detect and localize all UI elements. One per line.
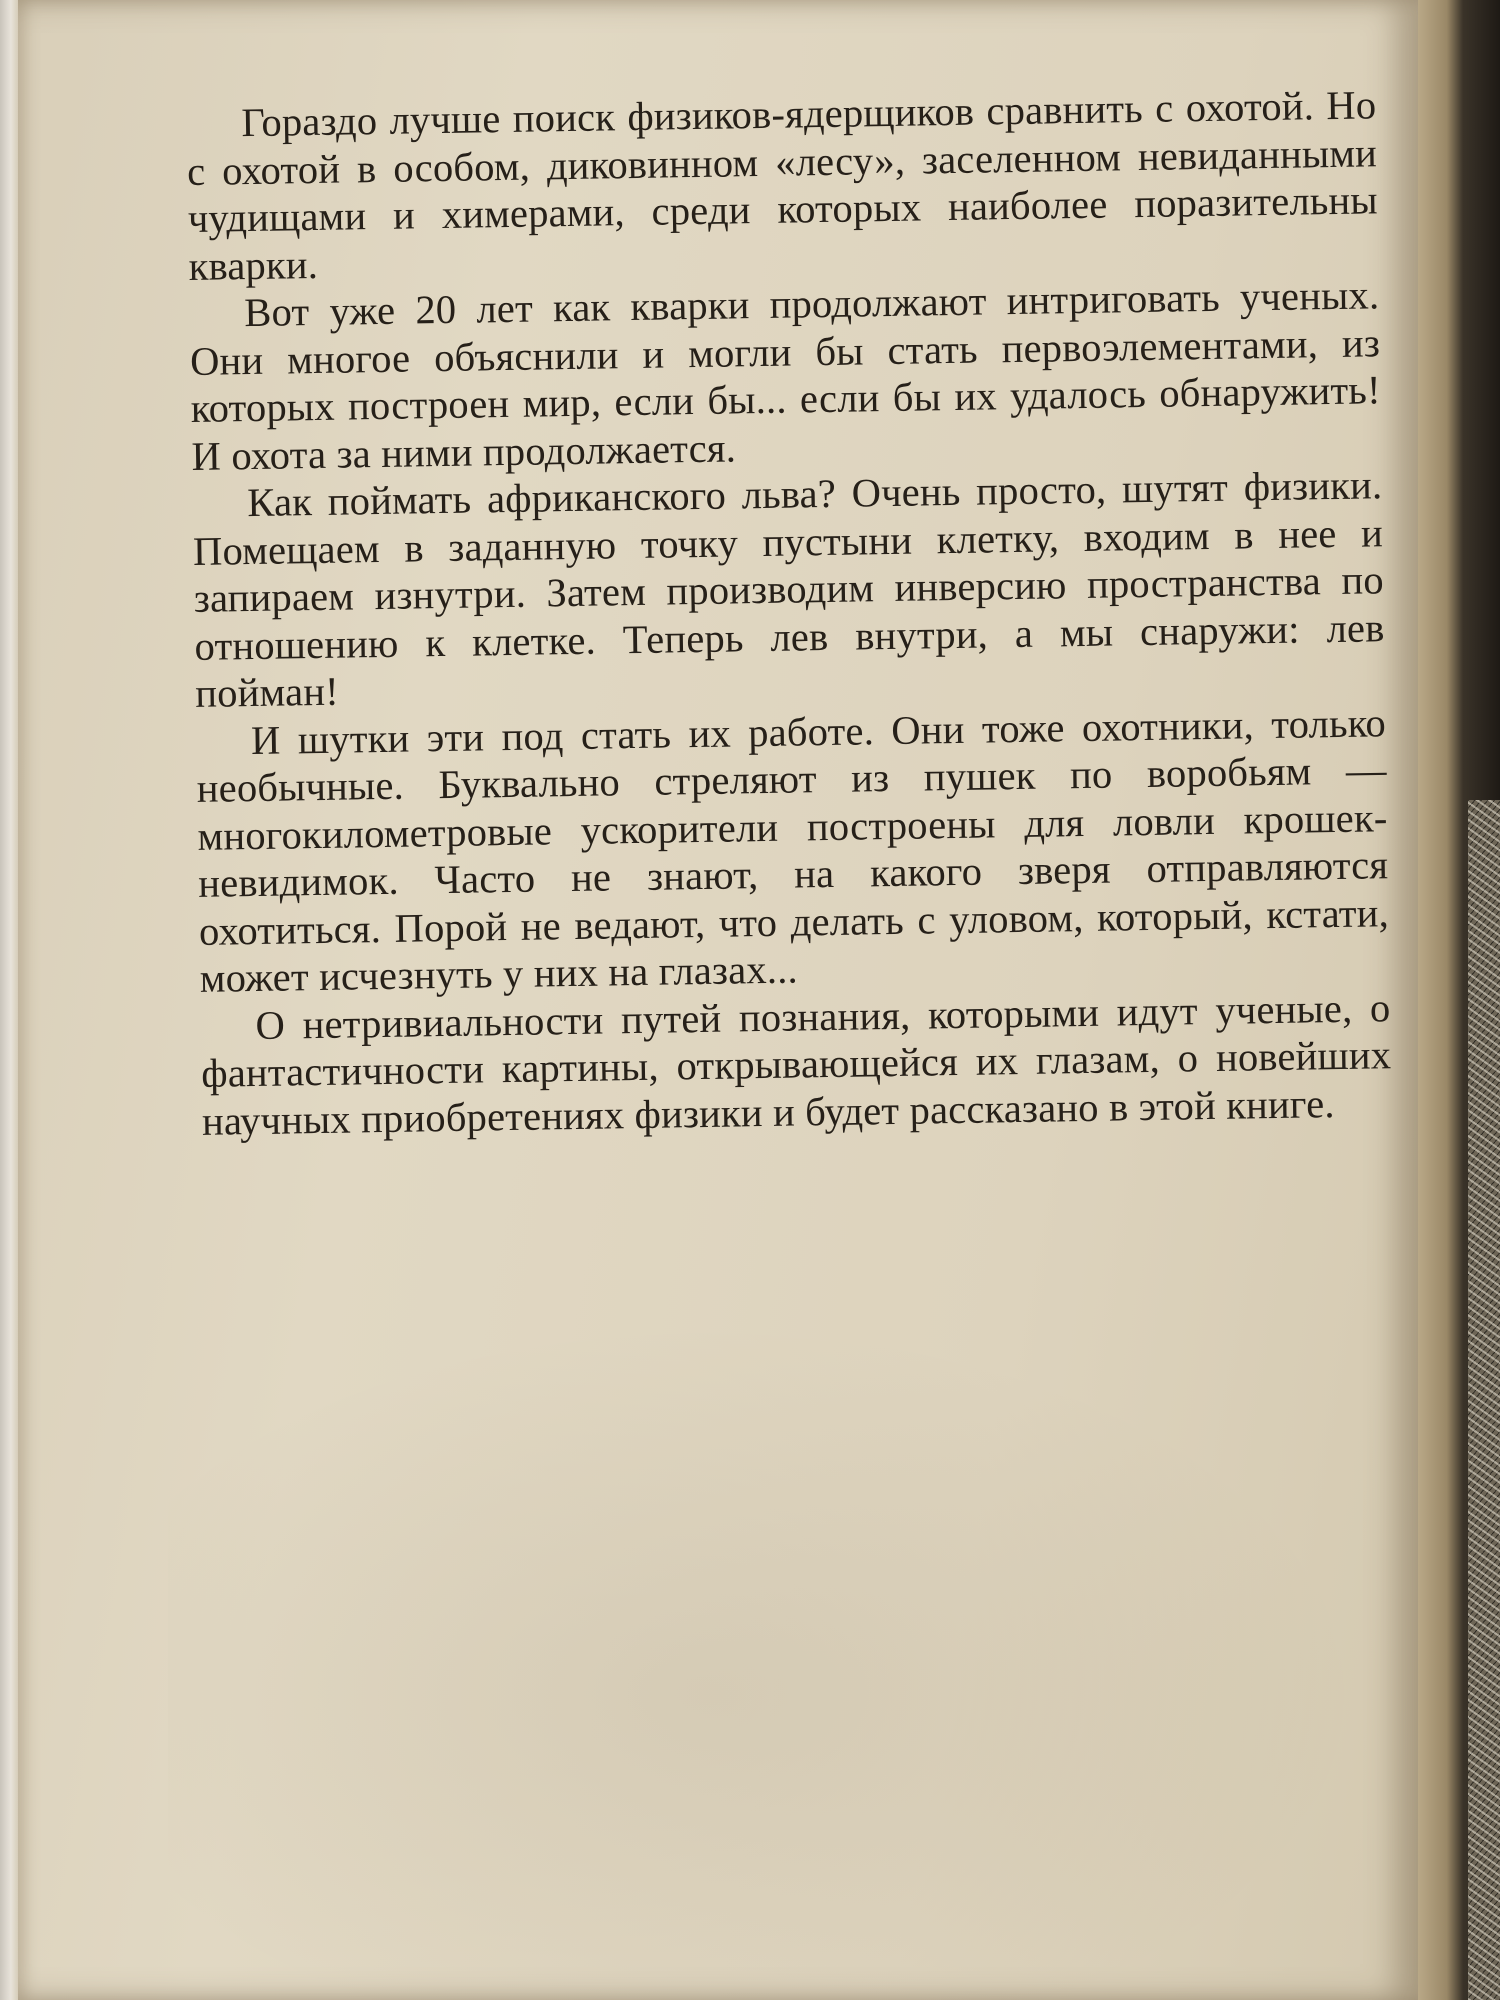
engraving-illustration-edge xyxy=(1468,800,1500,2000)
page-text xyxy=(186,81,1392,1145)
paragraph-5: О нетривиальности путей познания, которыми идут ученые, о фантастичности картины, открывающейся их глазам, о новейших научных приобретениях физики и будет рассказано в этой книге. xyxy=(200,984,1392,1144)
paragraph-4: И шутки эти под стать их работе. Они тоже охотники, только необычные. Буквально стреляют из пушек по воробьям — многокилометровые ускорители построены для ловли крошек-невидимок. Часто не знают, на какого зверя отправляются охотиться. Порой не ведают, что делать с уловом, который, кстати, может исчезнуть у них на глазах... xyxy=(196,699,1390,1001)
paragraph-3: Как поймать африканского льва? Очень просто, шутят физики. Помещаем в заданную точку пустыни клетку, входим в нее и запираем изнутри. Затем производим инверсию пространства по отношению к клетке. Теперь лев внутри, а мы снаружи: лев пойман! xyxy=(192,462,1385,716)
previous-page-edge xyxy=(0,0,18,2000)
paragraph-1: Гораздо лучше поиск физиков-ядерщиков сравнить с охотой. Но с охотой в особом, диковинном «лесу», заселенном невиданными чудищами и химерами, среди которых наиболее поразительны кварки. xyxy=(186,82,1379,289)
paragraph-2: Вот уже 20 лет как кварки продолжают интриговать ученых. Они многое объяснили и могли бы стать первоэлементами, из которых построен мир, если бы... если бы их удалось обнаружить! И охота за ними продолжается. xyxy=(189,272,1382,479)
page-shadow xyxy=(168,1320,1368,2000)
